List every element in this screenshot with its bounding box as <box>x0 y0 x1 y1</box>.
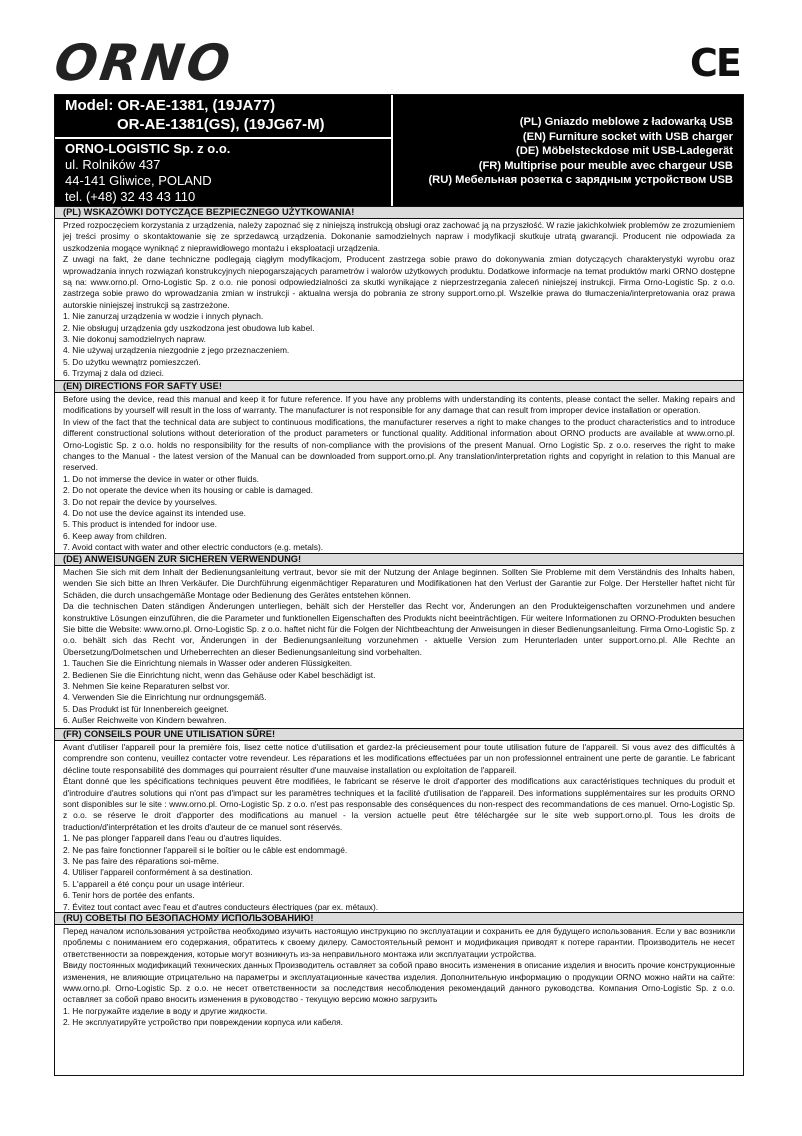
paragraph: Avant d'utiliser l'appareil pour la première fois, lisez cette notice d'utilisation et gardez-la précieusement pour toute utilisation future de l'appareil. Si vous avez des difficultés à comprendre son contenu, veuillez contacter votre revendeur. Les réparations et les modifications effectuées par un non professionnel entrainent une perte de garantie. Le fabricant décline toute responsabilité des dommages qui pourraient résulter d'une mauvaise installation ou exploitation de l'appareil. <box>63 742 735 775</box>
list-item: 4. Nie używaj urządzenia niezgodnie z jego przeznaczeniem. <box>63 345 290 356</box>
paragraph: Z uwagi na fakt, że dane techniczne podlegają ciągłym modyfikacjom, Producent zastrzega sobie prawo do dokonywania zmian dotyczących charakterystyki wyrobu oraz wprowadzania innych rozwiązań konstrukcyjnych niepogarszających parametrów i walorów użytkowych produktu. Dodatkowe informacje na temat produktów marki ORNO dostępne są na: www.orno.pl. Orno-Logistic Sp. z o.o. nie ponosi odpowiedzialności za skutki wynikające z nieprzestrzegania zaleceń niniejszej instrukcji. Firma Orno-Logistic Sp. z o.o. zastrzega sobie prawo do wprowadzania zmian w instrukcji - aktualna wersja do pobrania ze strony support.orno.pl. Wszelkie prawa do tłumaczenia/interpretowania oraz prawa autorskie niniejszej instrukcji są zastrzeżone. <box>63 254 735 310</box>
list-item: 2. Do not operate the device when its housing or cable is damaged. <box>63 485 314 496</box>
header-right <box>393 95 743 206</box>
sections <box>55 206 743 1038</box>
model-line-2: OR-AE-1381(GS), (19JG67-M) <box>117 116 325 133</box>
section-heading-pl: (PL) WSKAZÓWKI DOTYCZĄCE BEZPIECZNEGO UŻYTKOWANIA! <box>55 206 743 219</box>
list-item: 5. This product is intended for indoor use. <box>63 519 217 530</box>
section-heading-fr: (FR) CONSEILS POUR UNE UTILISATION SÛRE! <box>55 728 743 741</box>
section-body-pl <box>55 219 743 380</box>
list-item: 4. Do not use the device against its intended use. <box>63 508 246 519</box>
paragraph: Перед началом использования устройства необходимо изучить настоящую инструкцию по эксплуатации и сохранить ее для будущего использования. Если у вас возникли проблемы с пониманием его содержания, обратитесь к своему дилеру. Самостоятельный ремонт и модификация приводят к потере гарантии. Производитель не несет ответственности за повреждения, которые могут возникнуть из-за неправильного монтажа или эксплуатации устройства. <box>63 926 735 959</box>
section-body-en <box>55 393 743 553</box>
paragraph: Étant donné que les spécifications techniques peuvent être modifiées, le fabricant se réserve le droit d'apporter des modifications aux caractéristiques techniques du produit et d'introduire d'autres solutions qui n'ont pas d'impact sur les paramètres techniques et la facilité d'utilisation de l'appareil. Des informations supplémentaires sur les produits ORNO sont disponibles sur le site : www.orno.pl. Orno-Logistic Sp. z o.o. n'est pas responsable des conséquences du non-respect des recommandations de ces manuel. Orno-Logistic Sp. z o.o. se réserve le droit d'apporter des modifications au manuel - la version actuelle peut être téléchargée sur le site web support.orno.pl. Tous les droits de traduction/d'interprétation et les droits d'auteur de ce manuel sont réservés. <box>63 776 735 832</box>
paragraph: Przed rozpoczęciem korzystania z urządzenia, należy zapoznać się z niniejszą instrukcją obsługi oraz zachować ją na przyszłość. W razie jakichkolwiek problemów ze zrozumieniem jej treści prosimy o skontaktowanie się ze sprzedawcą urządzenia. Dokonanie samodzielnych napraw i modyfikacji skutkuje utratą gwarancji. Producent nie odpowiada za uszkodzenia mogące wyniknąć z nieprawidłowego montażu i eksploatacji urządzenia. <box>63 220 735 253</box>
title-ru: (RU) Мебельная розетка с зарядным устройством USB <box>428 174 733 187</box>
section-body-fr <box>55 741 743 912</box>
list-item: 3. Ne pas faire des réparations soi-même. <box>63 856 219 867</box>
list-item: 6. Trzymaj z dala od dzieci. <box>63 368 165 379</box>
list-item: 5. Do użytku wewnątrz pomieszczeń. <box>63 356 201 367</box>
paragraph: In view of the fact that the technical data are subject to continuous modifications, the manufacturer reserves a right to make changes to the product characteristics and to introduce different constructional solutions without deterioration of the product parameters or functional quality. Additional information about ORNO products are available at www.orno.pl. Orno-Logistic Sp. z o.o. holds no responsibility for the results of non-compliance with the provisions of the present Manual. Orno Logistic Sp. z o.o. reserves the right to make changes to the Manual - the latest version of the Manual can be downloaded from support.orno.pl. Any translation/interpretation rights and copyright in relation to this Manual are reserved. <box>63 416 735 473</box>
list-item: 1. Nie zanurzaj urządzenia w wodzie i innych płynach. <box>63 311 264 322</box>
company-block <box>55 137 391 205</box>
product-titles <box>393 95 743 188</box>
header-left <box>55 95 393 206</box>
company-phone: tel. (+48) 32 43 43 110 <box>65 189 196 204</box>
model-block <box>55 95 391 134</box>
paragraph: Ввиду постоянных модификаций технических данных Производитель оставляет за собой право вносить изменения в описание изделия и вносить прочие конструкционные изменения, не влияющие отрицательно на параметры и эксплуатационные качества изделия. Дополнительную информацию о продукции ORNO можно найти на сайте: www.orno.pl. Orno-Logistic Sp. z o.o. не несет ответственности за последствия несоблюдения рекомендаций данного руководства. Компания Orno-Logistic Sp. z o.o. оставляет за собой право вносить изменения в руководство - текущую версию можно загрузить <box>63 960 735 1005</box>
manual-frame <box>54 94 744 1076</box>
list-item: 1. Ne pas plonger l'appareil dans l'eau ou d'autres liquides. <box>63 833 282 844</box>
list-item: 1. Tauchen Sie die Einrichtung niemals in Wasser oder anderen Flüssigkeiten. <box>63 658 353 669</box>
list-item: 2. Bedienen Sie die Einrichtung nicht, wenn das Gehäuse oder Kabel beschädigt ist. <box>63 669 376 680</box>
title-pl: (PL) Gniazdo meblowe z ładowarką USB <box>519 116 733 128</box>
company-name: ORNO-LOGISTIC Sp. z o.o. <box>65 141 231 156</box>
section-body-de <box>55 566 743 728</box>
list-item: 6. Außer Reichweite von Kindern bewahren. <box>63 715 227 726</box>
list-item: 1. Do not immerse the device in water or other fluids. <box>63 473 259 484</box>
list-item: 3. Nehmen Sie keine Reparaturen selbst vor. <box>63 681 230 692</box>
header-bar <box>55 95 743 206</box>
company-city: 44-141 Gliwice, POLAND <box>65 173 212 188</box>
title-en: (EN) Furniture socket with USB charger <box>522 130 733 143</box>
section-heading-en: (EN) DIRECTIONS FOR SAFTY USE! <box>55 380 743 393</box>
section-heading-ru: (RU) СОВЕТЫ ПО БЕЗОПАСНОМУ ИСПОЛЬЗОВАНИЮ! <box>55 912 743 925</box>
section-heading-de: (DE) ANWEISUNGEN ZUR SICHEREN VERWENDUNG! <box>55 553 743 566</box>
list-item: 2. Nie obsługuj urządzenia gdy uszkodzona jest obudowa lub kabel. <box>63 322 315 333</box>
list-item: 3. Nie dokonuj samodzielnych napraw. <box>63 334 206 345</box>
title-fr: (FR) Multiprise pour meuble avec chargeur USB <box>478 159 733 172</box>
title-de: (DE) Möbelsteckdose mit USB-Ladegerät <box>516 145 733 158</box>
list-item: 2. Ne pas faire fonctionner l'appareil si le boîtier ou le câble est endommagé. <box>63 844 348 855</box>
model-line-1: Model: OR-AE-1381, (19JA77) <box>65 97 276 114</box>
list-item: 6. Tenir hors de portée des enfants. <box>63 890 195 901</box>
ce-mark-icon: CE <box>690 41 740 85</box>
paragraph: Machen Sie sich mit dem Inhalt der Bedienungsanleitung vertraut, bevor sie mit der Nutzung der Anlage beginnen. Sollten Sie Probleme mit dem Verständnis des Inhalts haben, wenden Sie sich bitte an Ihren Verkäufer. Die Durchführung eigenmächtiger Reparaturen und Modifikationen hat den Verlust der Garantie zur Folge. Der Hersteller haftet nicht für Schäden, die durch unsachgemäße Montage oder Bedienung des Gerätes entstehen können. <box>63 567 735 600</box>
list-item: 7. Avoid contact with water and other electric conductors (e.g. metals). <box>63 542 324 553</box>
section-body-ru <box>55 925 743 1038</box>
orno-logo: ORNO <box>50 34 237 92</box>
paragraph: Before using the device, read this manual and keep it for future reference. If you have any problems with understanding its contents, please contact the seller. Making repairs and modifications by yourself will result in the loss of warranty. The manufacturer is not responsible for any damage that can result from improper device installation or operation. <box>63 394 735 416</box>
company-street: ul. Rolników 437 <box>65 157 161 172</box>
list-item: 3. Do not repair the device by yourselves. <box>63 496 218 507</box>
list-item: 4. Verwenden Sie die Einrichtung nur ordnungsgemäß. <box>63 692 267 703</box>
list-item: 5. L'appareil a été conçu pour un usage intérieur. <box>63 878 245 889</box>
list-item: 5. Das Produkt ist für Innenbereich geeignet. <box>63 703 229 714</box>
list-item: 7. Évitez tout contact avec l'eau et d'autres conducteurs électriques (par ex. métaux). <box>63 901 379 912</box>
list-item: 4. Utiliser l'appareil conformément à sa destination. <box>63 867 253 878</box>
list-item: 6. Keep away from children. <box>63 530 167 541</box>
paragraph: Da die technischen Daten ständigen Änderungen unterliegen, behält sich der Hersteller das Recht vor, Änderungen an den Produkteigenschaften vorzunehmen und andere konstruktive Lösungen einzuführen, die die Parameter und funktionellen Eigenschaften des Produkts nicht beeinträchtigen. Für weitere Informationen zu ORNO-Produkten besuchen Sie bitte die Website: www.orno.pl. Orno-Logistic Sp. z o.o. haftet nicht für die Folgen der Nichtbeachtung der Anweisungen in dieser Bedienungsanleitung. Firma Orno-Logistic Sp. z o.o. behält sich das Recht vor, Änderungen in der Bedienungsanleitung vorzunehmen - aktuelle Version zum Herunterladen unter support.orno.pl. Alle Rechte an Übersetzung/Dolmetschen und Urheberrechten an dieser Bedienungsanleitung sind vorbehalten. <box>63 601 735 657</box>
list-item: 2. Не эксплуатируйте устройство при повреждении корпуса или кабеля. <box>63 1017 343 1028</box>
list-item: 1. Не погружайте изделие в воду и другие жидкости. <box>63 1005 268 1016</box>
